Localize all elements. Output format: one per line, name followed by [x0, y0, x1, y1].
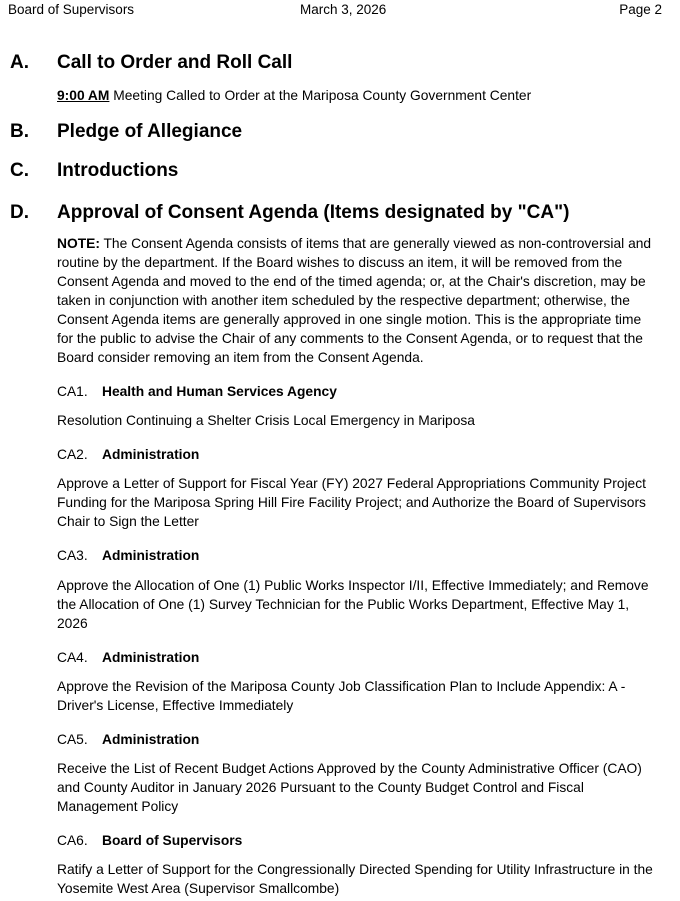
section-letter: D.: [10, 202, 29, 223]
call-to-order-line: [57, 86, 657, 105]
section-title: Introductions: [57, 160, 179, 181]
item-number: CA4.: [57, 650, 88, 665]
section-title: Pledge of Allegiance: [57, 121, 243, 142]
section-letter: A.: [10, 52, 29, 73]
item-number: CA6.: [57, 833, 88, 848]
section-letter: B.: [10, 121, 29, 142]
page-header: [8, 1, 662, 19]
consent-item-description: Ratify a Letter of Support for the Congressionally Directed Spending for Utility Infrastructure in the Yosemite West Area (Supervisor Smallcombe): [57, 862, 653, 896]
item-number: CA3.: [57, 548, 88, 563]
consent-agenda-note: [57, 234, 657, 367]
item-number: CA1.: [57, 384, 88, 399]
item-department: Administration: [102, 650, 200, 665]
consent-item-description: Approve the Revision of the Mariposa County Job Classification Plan to Include Appendix: A - Driver's License, Effective Immediately: [57, 679, 626, 713]
consent-item-description: Resolution Continuing a Shelter Crisis Local Emergency in Mariposa: [57, 413, 475, 428]
item-number: CA2.: [57, 447, 88, 462]
item-department: Health and Human Services Agency: [102, 384, 337, 399]
item-department: Administration: [102, 447, 200, 462]
item-number: CA5.: [57, 732, 88, 747]
item-department: Administration: [102, 548, 200, 563]
item-department: Board of Supervisors: [102, 833, 243, 848]
item-department: Administration: [102, 732, 200, 747]
meeting-time: 9:00 AM: [57, 88, 110, 103]
header-date: March 3, 2026: [300, 2, 387, 17]
note-text: The Consent Agenda consists of items that are generally viewed as non-controversial and routine by the department. If the Board wishes to discuss an item, it will be removed from the Consent Agenda and moved to the end of the timed agenda; or, at the Chair's discretion, may be taken in conjunction with another item scheduled by the respective department; otherwise, the Consent Agenda items are generally approved in one single motion. This is the appropriate time for the public to advise the Chair of any comments to the Consent Agenda, or to request that the Board consider removing an item from the Consent Agenda.: [57, 236, 652, 365]
consent-item-description: Approve the Allocation of One (1) Public Works Inspector I/II, Effective Immediately; and Remove the Allocation of One (1) Survey Technician for the Public Works Department, Effective May 1, 2026: [57, 578, 649, 631]
consent-item-description: Receive the List of Recent Budget Actions Approved by the County Administrative Officer (CAO) and County Auditor in January 2026 Pursuant to the County Budget Control and Fiscal Management Policy: [57, 761, 642, 814]
section-title: Call to Order and Roll Call: [57, 52, 293, 73]
header-page-number: Page 2: [619, 2, 662, 17]
section-letter: C.: [10, 160, 29, 181]
call-to-order-text: Meeting Called to Order at the Mariposa County Government Center: [109, 88, 532, 103]
header-board-name: Board of Supervisors: [8, 2, 135, 17]
consent-item-description: Approve a Letter of Support for Fiscal Year (FY) 2027 Federal Appropriations Community Project Funding for the Mariposa Spring Hill Fire Facility Project; and Authorize the Board of Supervisors Chair to Sign the Letter: [57, 476, 646, 529]
section-title: Approval of Consent Agenda (Items designated by "CA"): [57, 202, 570, 223]
note-label: NOTE:: [57, 236, 100, 251]
